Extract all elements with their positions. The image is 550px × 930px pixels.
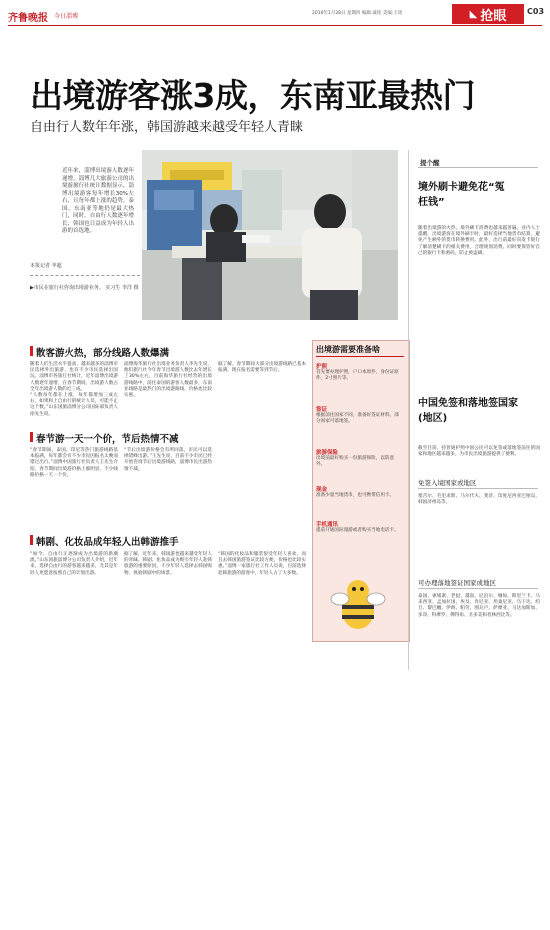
section-3-p1: “如今，自由行正逐渐成为出境游的新潮流。”山东国旅淄博分公司负责人介绍，近年来，选择自由行的游客越来越多，尤其是年轻人更愿意按照自己的计划出游。 <box>30 552 118 576</box>
reminder-rule <box>418 167 538 168</box>
section-3-col-2 <box>124 552 212 577</box>
section-2-p2: “节后出境游价格会有所回落，市民可以选择错峰出游。”王先生说，目前不少市民已经开始咨询节后出境游线路，淄博市民出游热情不减。 <box>124 448 212 472</box>
story-1-text: 随着出境游的火热，境外刷卡消费也越来越普遍。业内人士提醒，出境游客在境外刷卡时，最好选择当地货币结算，避免产生额外的货币转换费用。此外，出行前最好向发卡银行了解清楚刷卡的相关费用，合理规划消费。同时要保管好自己的银行卡和密码，防止被盗刷。 <box>418 226 540 256</box>
tip-item-3 <box>316 448 400 468</box>
reminder-label: 提个醒 <box>420 159 440 167</box>
tips-box-title: 出境游需要准备啥 <box>316 345 380 354</box>
story-2-title: 中国免签和落地签国家(地区) <box>418 398 518 424</box>
byline-rule <box>30 275 140 276</box>
date-line: 2016年1月28日 星期四 编辑:戚铭 美编:王瑶 <box>312 11 403 16</box>
tip-text: 首先要办理护照，户口本原件，身份证原件，2寸照片等。 <box>316 370 399 382</box>
section-1-p4: 据了解，春节期间大部分出境游线路已基本报满，现在报名需要等到节后。 <box>218 362 306 374</box>
section-1-p2: “人数每年都在上涨，每年都增加三成左右，如果和上自由行的统计人员，可能不止这个数。”山东国旅淄博分公司国际部负责人徐先生说。 <box>30 393 118 417</box>
page-number: C03 <box>527 7 545 16</box>
photo-travel-agency-scene <box>142 150 398 320</box>
section-2-marker <box>30 432 33 442</box>
tip-item-4 <box>316 485 400 499</box>
lead-text: 近年来，淄博出境游人数逐年递增，淄博几大旅游公司的出境游旅行社统计数据显示，淄博出境游客每年增长30%左右，且每年都上涨的趋势，泰国、东南亚等地仍是最大热门，同时，自由行人数逐年增长，韩国也日益成为年轻人出游的首选地。 <box>62 168 134 234</box>
photo-caption: ▶市民在旅行社咨询出境游业务。 实习生 李洋 摄 <box>30 285 139 291</box>
section-1-col-1 <box>30 362 118 418</box>
story-2-text: 截至目前，持普通护照中国公民可以免签或落地签前往的国家和地区越来越多，为市民出境旅游提供了便利。 <box>418 446 540 458</box>
masthead-logo <box>8 9 48 24</box>
tip-label: 现金 <box>316 487 328 493</box>
section-1-title: 散客游火热，部分线路人数爆满 <box>36 348 170 359</box>
right-column-divider <box>408 150 409 670</box>
tip-item-2 <box>316 405 400 425</box>
tips-title-rule <box>316 356 404 357</box>
tip-item-1 <box>316 362 400 382</box>
headline: 出境游客涨3成，东南亚最热门 <box>30 76 475 115</box>
section-2-p1: “春节期间，泰国、印尼等热门旅游线路基本报满，每年都会有不少市民因报名太晚而错过出行。”淄博中国旅行社负责人王先生介绍，春节期间出境游价格上涨明显，不少线路价格一天一个价。 <box>30 448 118 478</box>
byline: 本报记者 苹超 <box>30 263 62 269</box>
section-2-title: 春节游一天一个价，节后热情不减 <box>36 434 179 445</box>
column-badge <box>452 4 524 24</box>
section-1-col-2 <box>124 362 212 399</box>
tip-item-5 <box>316 520 400 534</box>
paper-name: 齐鲁晚报 <box>8 13 48 24</box>
bee-mascot-icon <box>330 575 386 639</box>
tip-text: 准备少量当地货币，也可携带信用卡。 <box>316 493 395 498</box>
section-2-col-2 <box>124 448 212 473</box>
tip-label: 护照 <box>316 364 328 370</box>
tip-text: 根据前往国家不同，准备好签证材料。部分国家可落地签。 <box>316 413 399 425</box>
section-3-p3: “韩国的化妆品和服装很受年轻人喜欢，而且去韩国旅游签证比较方便，价格也比较实惠。”淄博一家旅行社工作人员说，目前选择赴韩旅游的游客中，年轻人占了大多数。 <box>218 552 306 576</box>
section-3-marker <box>30 535 33 545</box>
section-1-col-3 <box>218 362 306 374</box>
tip-label: 签证 <box>316 407 328 413</box>
section-3-col-3 <box>218 552 306 577</box>
section-2-col-1 <box>30 448 118 479</box>
subheadline: 自由行人数年年涨，韩国游越来越受年轻人青睐 <box>30 120 304 135</box>
photo <box>142 150 398 320</box>
sub-1-rule <box>418 488 538 489</box>
section-3-p2: 据了解，近年来，韩国游也越来越受年轻人的青睐。韩剧、化妆品成为吸引年轻人赴韩旅游的重要原因。不少年轻人选择去韩国购物、体验韩剧中的场景。 <box>124 552 212 576</box>
section-3-title: 韩剧、化妆品成年轻人出韩游推手 <box>36 537 179 548</box>
header-rule <box>8 25 542 26</box>
section-1-p3: 淄博海华旅行社出境业务负责人李先生说，他们旅行社今年春节出境游人数比去年增长了30%左右，目前海华旅行社经营的出境游线路中，前往泰国的游客人数最多，东南亚线路是最热门的出境游路线，价格也比较实惠。 <box>124 362 212 399</box>
story-2-sub-1: 免签入境国家或地区 <box>418 479 477 487</box>
tip-label: 旅游保险 <box>316 450 339 456</box>
section-3-col-1 <box>30 552 118 577</box>
section-1-p1: 随着人们生活水平提高，越来越多的淄博市民选择外出旅游，也有不少市民选择出国玩。淄博市各旅行社统计，近年淄博出境游人数逐年递增，在春节期间，出境游人数占全年出境游人数的近三成。 <box>30 362 118 392</box>
story-2-sub-2: 可办理落地签证国家或地区 <box>418 579 496 587</box>
tip-text: 出境前最好购买一份旅游保险，以防意外。 <box>316 456 395 468</box>
story-2-sub-1-text: 塞舌尔、毛里求斯、马尔代夫、斐济、印度尼西亚巴厘岛、韩国济州岛等。 <box>418 494 540 506</box>
story-2-sub-2-text: 泰国、柬埔寨、老挝、越南、尼泊尔、缅甸、斯里兰卡、马来西亚、孟加拉国、埃及、肯尼亚、坦桑尼亚、乌干达、约旦、黎巴嫩、伊朗、帕劳、图瓦卢、萨摩亚、马达加斯加、多哥、科摩罗、佛得角、圣多美和普林西比等。 <box>418 594 540 618</box>
column-icon: ◣ <box>469 8 478 20</box>
story-1-title: 境外刷卡避免花“冤枉钱” <box>418 182 505 208</box>
column-label: 抢眼 <box>480 8 507 24</box>
sub-2-rule <box>418 588 538 589</box>
section-1-marker <box>30 346 33 356</box>
tip-label: 手机通讯 <box>316 522 339 528</box>
tip-text: 提前开通国际漫游或者购买当地电话卡。 <box>316 528 399 533</box>
section-name: 今日淄博 <box>54 13 79 20</box>
